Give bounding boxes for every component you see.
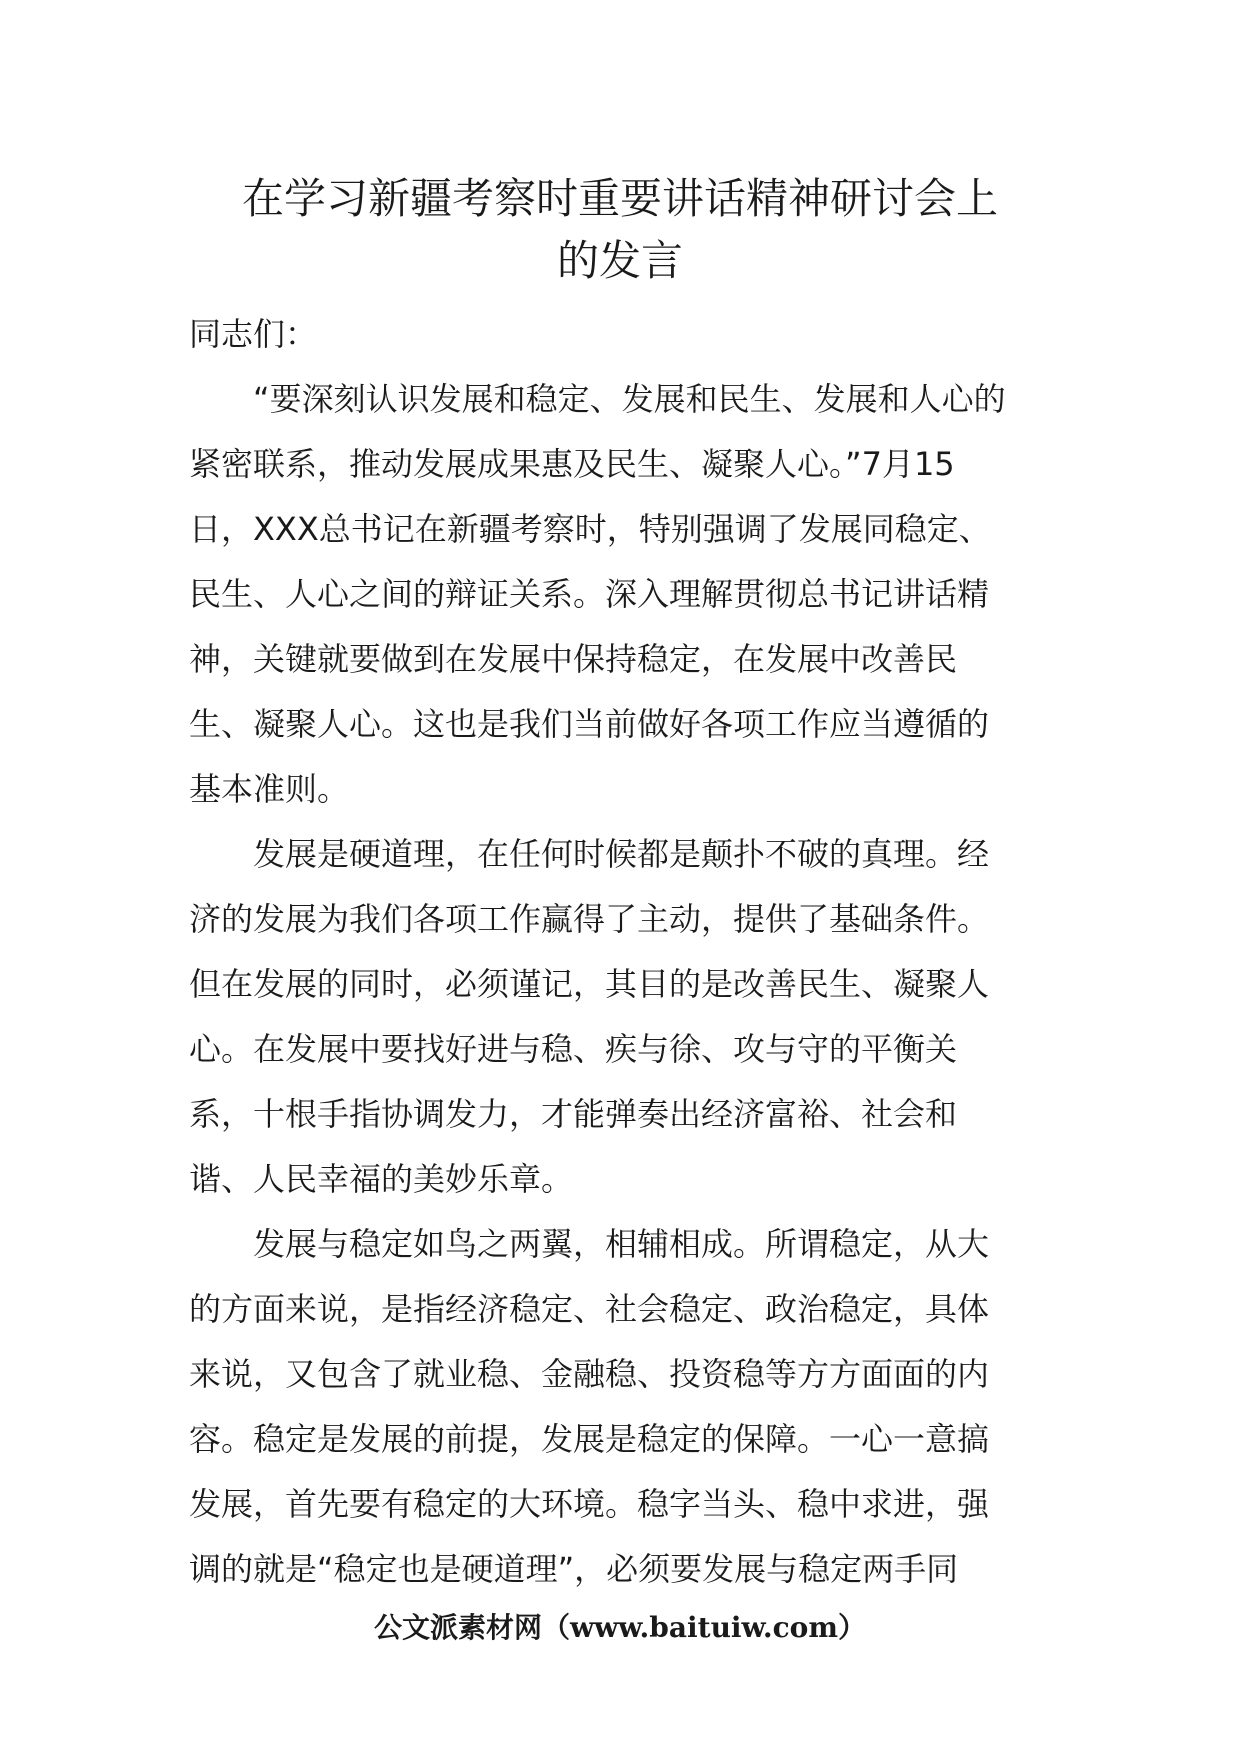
paragraph-2-line: 心。在发展中要找好进与稳、疾与徐、攻与守的平衡关 <box>189 1030 958 1068</box>
document-title <box>150 168 1090 292</box>
paragraph-2-line: 发展是硬道理，在任何时候都是颠扑不破的真理。经 <box>253 835 990 873</box>
document-body <box>189 302 1051 1602</box>
paragraph-2-line: 但在发展的同时，必须谨记，其目的是改善民生、凝聚人 <box>189 965 990 1003</box>
paragraph-1-line: “要深刻认识发展和稳定、发展和民生、发展和人心的 <box>253 380 1006 418</box>
paragraph-1-line: 日，XXX总书记在新疆考察时，特别强调了发展同稳定、 <box>189 510 991 548</box>
paragraph-1-line: 紧密联系，推动发展成果惠及民生、凝聚人心。”7月15 <box>189 445 955 483</box>
paragraph-1-line: 生、凝聚人心。这也是我们当前做好各项工作应当遵循的 <box>189 705 990 743</box>
paragraph-1-line: 神，关键就要做到在发展中保持稳定，在发展中改善民 <box>189 640 958 678</box>
title-line-2: 的发言 <box>556 236 683 285</box>
title-line-1: 在学习新疆考察时重要讲话精神研讨会上 <box>241 174 998 223</box>
paragraph-3-line: 发展，首先要有稳定的大环境。稳字当头、稳中求进，强 <box>189 1485 990 1523</box>
paragraph-1-line: 民生、人心之间的辩证关系。深入理解贯彻总书记讲话精 <box>189 575 990 613</box>
paragraph-2-line: 系，十根手指协调发力，才能弹奏出经济富裕、社会和 <box>189 1095 958 1133</box>
salutation: 同志们： <box>189 315 318 353</box>
paragraph-3-line: 的方面来说，是指经济稳定、社会稳定、政治稳定，具体 <box>189 1290 990 1328</box>
paragraph-3-line: 发展与稳定如鸟之两翼，相辅相成。所谓稳定，从大 <box>253 1225 990 1263</box>
footer-watermark-text: 公文派素材网（www.baituiw.com） <box>374 1611 866 1644</box>
paragraph-3-line: 来说，又包含了就业稳、金融稳、投资稳等方方面面的内 <box>189 1355 990 1393</box>
paragraph-1-line: 基本准则。 <box>189 770 350 808</box>
paragraph-2-line: 谐、人民幸福的美妙乐章。 <box>189 1160 574 1198</box>
paragraph-3-line: 调的就是“稳定也是硬道理”，必须要发展与稳定两手同 <box>189 1550 959 1588</box>
paragraph-2-line: 济的发展为我们各项工作赢得了主动，提供了基础条件。 <box>189 900 990 938</box>
paragraph-3-line: 容。稳定是发展的前提，发展是稳定的保障。一心一意搞 <box>189 1420 990 1458</box>
